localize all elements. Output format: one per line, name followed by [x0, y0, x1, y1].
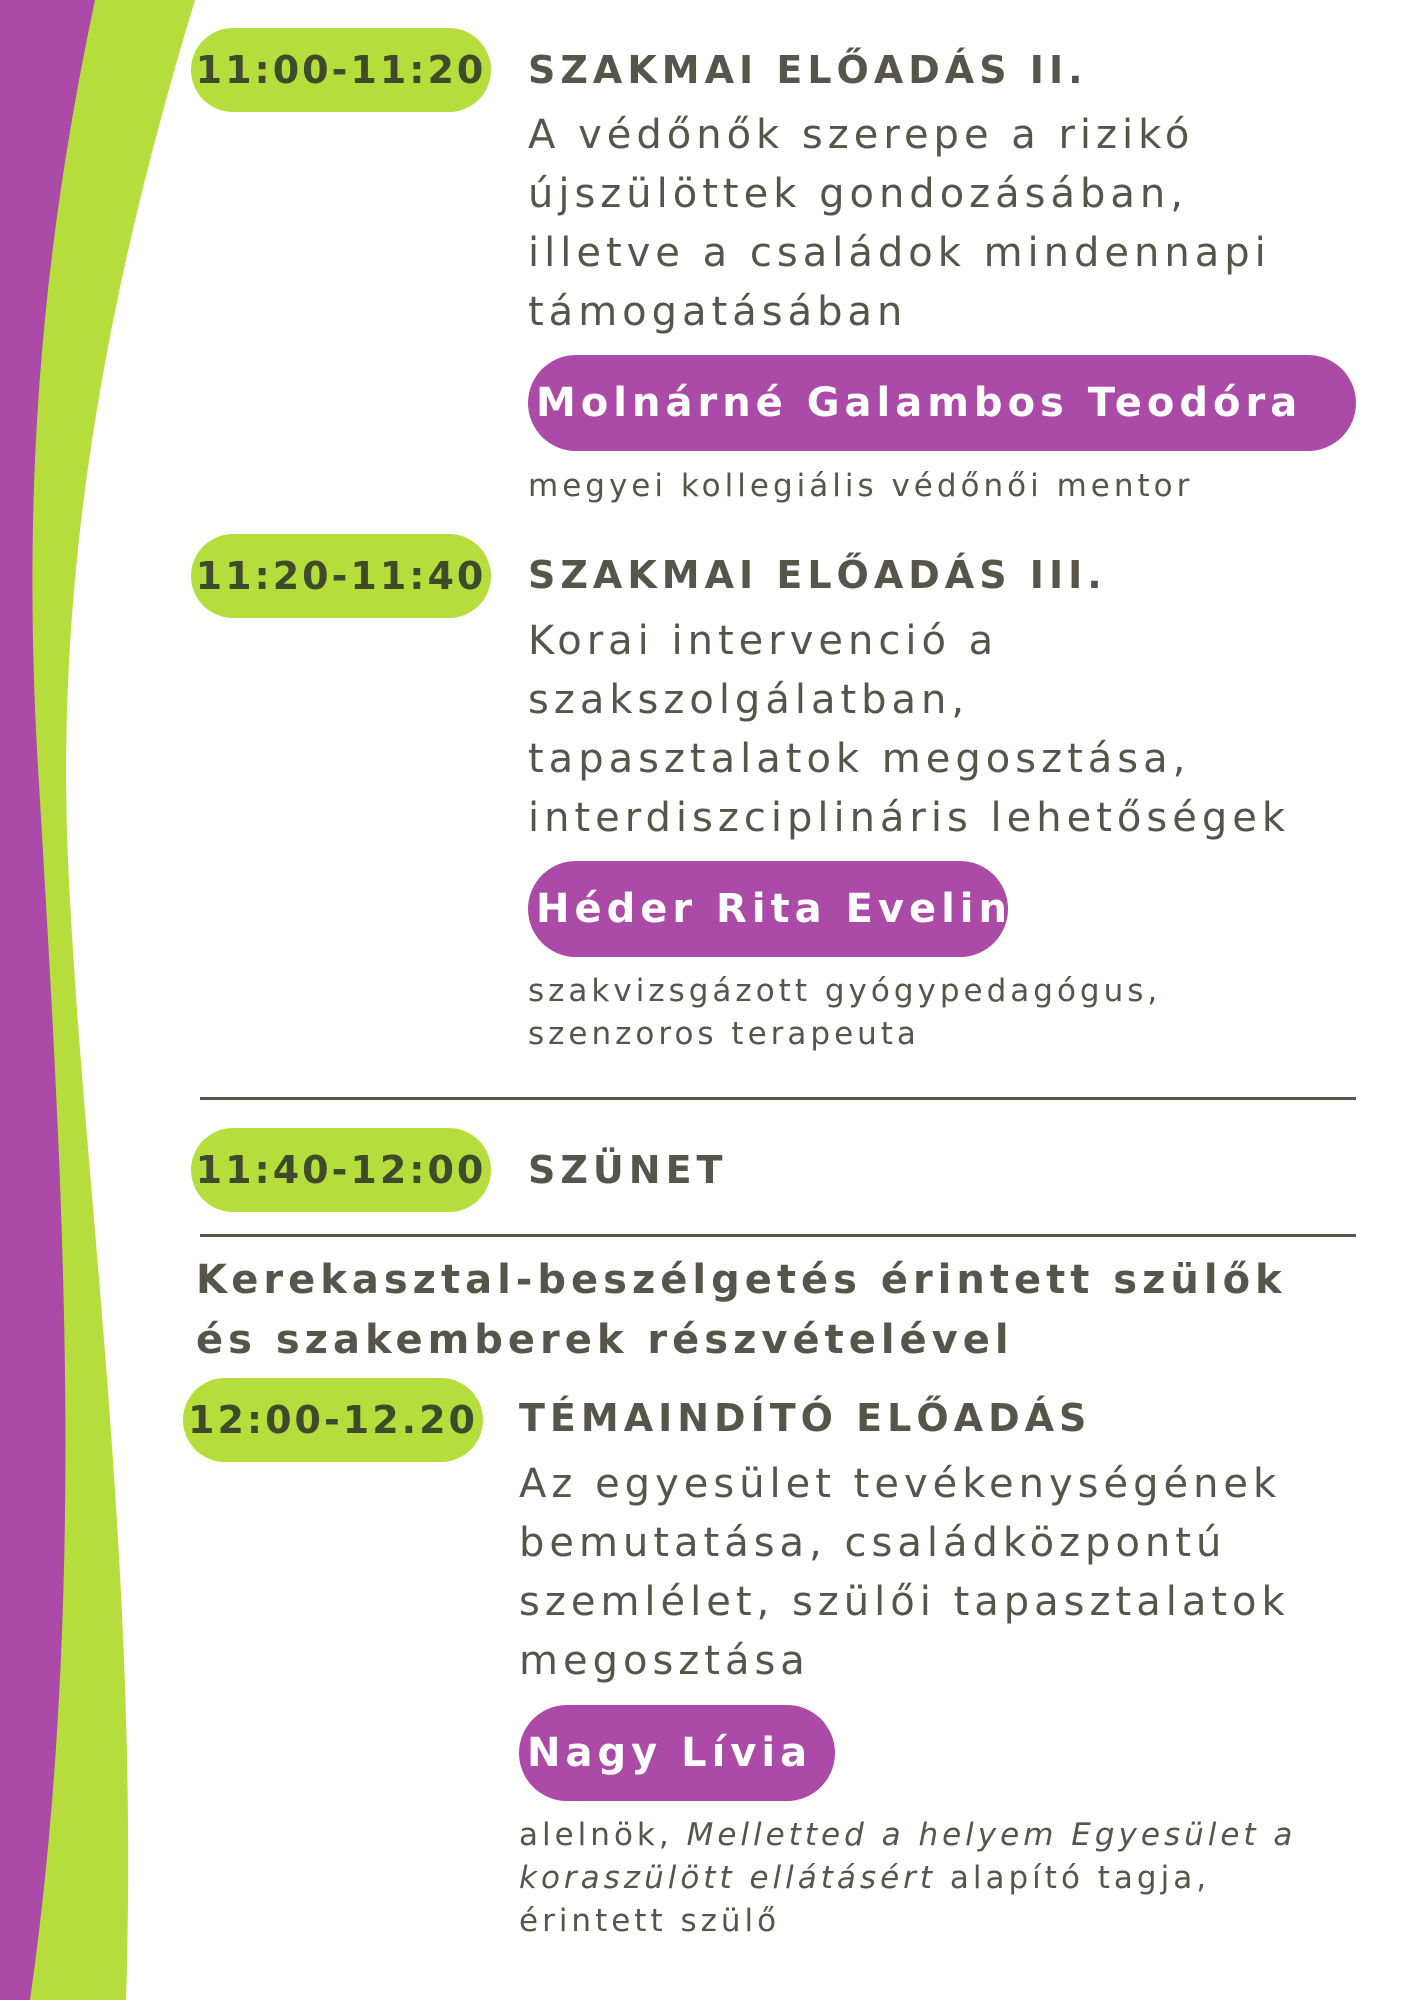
- speaker-badge-1: Molnárné Galambos Teodóra: [528, 355, 1356, 451]
- time-badge-4: 12:00-12.20: [183, 1378, 483, 1462]
- speaker-role-4: alelnök, Melletted a helyem Egyesület a koraszülött ellátásért alapító tagja, érintett szülő: [519, 1817, 1297, 1939]
- session-title-2: SZAKMAI ELŐADÁS III.: [528, 553, 1107, 597]
- time-badge-3: 11:40-12:00: [191, 1128, 491, 1212]
- divider-top: [200, 1097, 1356, 1100]
- speaker-role-2: szakvizsgázott gyógypedagógus, szenzoros terapeuta: [528, 973, 1162, 1052]
- session-title-1: SZAKMAI ELŐADÁS II.: [528, 48, 1088, 92]
- speaker-badge-2: Héder Rita Evelin: [528, 861, 1008, 957]
- session-description-1: A védőnők szerepe a rizikó újszülöttek gondozásában, illetve a családok mindennapi támogatásában: [528, 112, 1271, 335]
- decorative-waves: [0, 0, 230, 2000]
- time-badge-1: 11:00-11:20: [191, 28, 491, 112]
- session-description-4: Az egyesület tevékenységének bemutatása, családközpontú szemlélet, szülői tapasztalatok megosztása: [519, 1461, 1290, 1684]
- speaker-role-1: megyei kollegiális védőnői mentor: [528, 468, 1194, 504]
- speaker-badge-4: Nagy Lívia: [519, 1705, 835, 1801]
- time-badge-2: 11:20-11:40: [191, 534, 491, 618]
- break-title: SZÜNET: [528, 1148, 728, 1192]
- session-title-4: TÉMAINDÍTÓ ELŐADÁS: [519, 1396, 1092, 1440]
- roundtable-heading: Kerekasztal-beszélgetés érintett szülők és szakemberek részvételével: [196, 1257, 1287, 1363]
- session-description-2: Korai intervenció a szakszolgálatban, tapasztalatok megosztása, interdiszciplináris lehetőségek: [528, 618, 1290, 841]
- divider-bottom: [200, 1234, 1356, 1237]
